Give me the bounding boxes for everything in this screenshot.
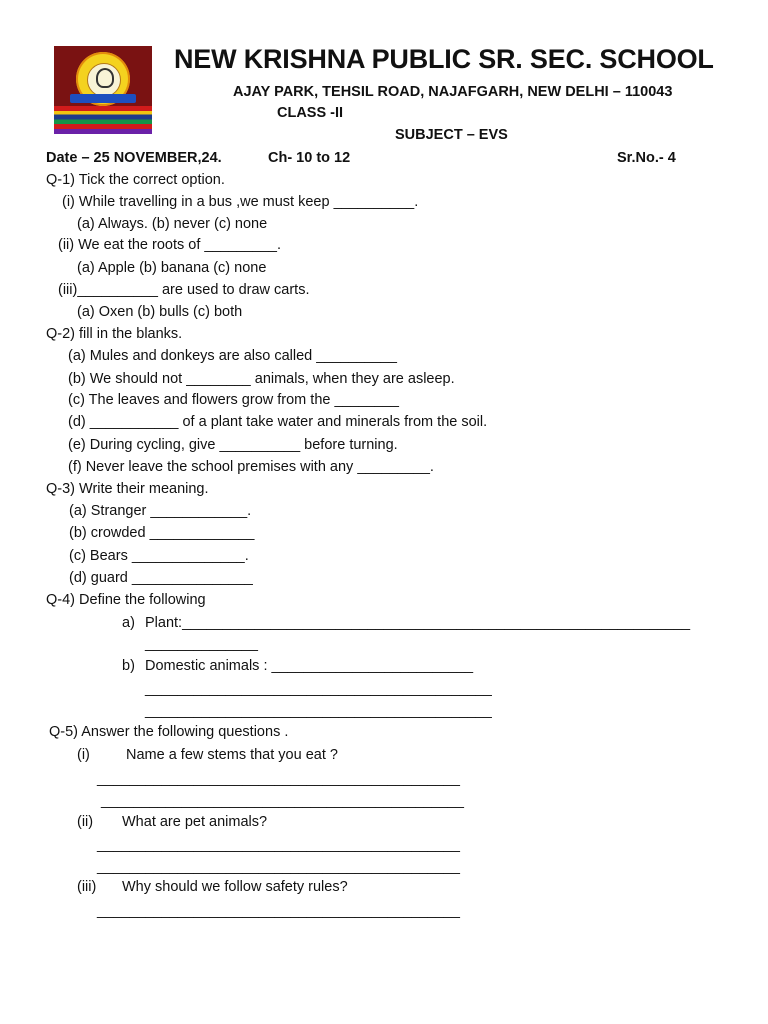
chapters: Ch- 10 to 12 bbox=[268, 150, 351, 166]
q1-i-options: (a) Always. (b) never (c) none bbox=[77, 216, 268, 232]
q5-i-answer-line: _____________________________________________ bbox=[97, 771, 460, 787]
q3-d: (d) guard _______________ bbox=[69, 570, 253, 586]
q1-ii-question: (ii) We eat the roots of _________. bbox=[58, 237, 282, 253]
logo-stripes bbox=[54, 106, 152, 134]
q2-c: (c) The leaves and flowers grow from the ________ bbox=[68, 392, 399, 408]
q1-heading: Q-1) Tick the correct option. bbox=[46, 172, 225, 188]
q2-d: (d) ___________ of a plant take water and minerals from the soil. bbox=[68, 414, 488, 430]
q4-a-label: a) bbox=[122, 615, 135, 631]
class-label: CLASS -II bbox=[277, 105, 344, 121]
q3-b: (b) crowded _____________ bbox=[69, 525, 255, 541]
q5-heading: Q-5) Answer the following questions . bbox=[49, 724, 289, 740]
q3-a: (a) Stranger ____________. bbox=[69, 503, 252, 519]
q5-i-question: Name a few stems that you eat ? bbox=[126, 747, 338, 763]
q1-i-question: (i) While travelling in a bus ,we must keep __________. bbox=[62, 194, 419, 210]
q5-ii-answer-line: _____________________________________________ bbox=[97, 837, 460, 853]
q1-iii-options: (a) Oxen (b) bulls (c) both bbox=[77, 304, 243, 320]
logo-ribbon bbox=[70, 94, 136, 103]
q2-f: (f) Never leave the school premises with any _________. bbox=[68, 459, 434, 475]
q3-heading: Q-3) Write their meaning. bbox=[46, 481, 209, 497]
q5-ii-number: (ii) bbox=[77, 814, 94, 830]
school-address: AJAY PARK, TEHSIL ROAD, NAJAFGARH, NEW DELHI – 110043 bbox=[233, 84, 673, 100]
q4-a-continuation: ______________ bbox=[145, 636, 258, 652]
q2-a: (a) Mules and donkeys are also called __________ bbox=[68, 348, 397, 364]
q2-b: (b) We should not ________ animals, when they are asleep. bbox=[68, 371, 455, 387]
school-name: NEW KRISHNA PUBLIC SR. SEC. SCHOOL bbox=[174, 44, 714, 74]
q2-heading: Q-2) fill in the blanks. bbox=[46, 326, 183, 342]
q5-iii-number: (iii) bbox=[77, 879, 97, 895]
q4-b-text: Domestic animals : _________________________ bbox=[145, 658, 474, 674]
q4-b-label: b) bbox=[122, 658, 135, 674]
q4-b-answer-line: ___________________________________________ bbox=[145, 703, 492, 719]
lamp-icon bbox=[96, 68, 114, 88]
school-logo bbox=[54, 46, 152, 134]
q1-ii-options: (a) Apple (b) banana (c) none bbox=[77, 260, 267, 276]
q4-b-answer-line: ___________________________________________ bbox=[145, 681, 492, 697]
q3-c: (c) Bears ______________. bbox=[69, 548, 249, 564]
q5-iii-question: Why should we follow safety rules? bbox=[122, 879, 348, 895]
q5-iii-answer-line: _____________________________________________ bbox=[97, 903, 460, 919]
exam-date: Date – 25 NOVEMBER,24. bbox=[46, 150, 222, 166]
serial-number: Sr.No.- 4 bbox=[617, 150, 676, 166]
subject-label: SUBJECT – EVS bbox=[395, 127, 508, 143]
q4-heading: Q-4) Define the following bbox=[46, 592, 206, 608]
q1-iii-question: (iii)__________ are used to draw carts. bbox=[58, 282, 310, 298]
q5-i-number: (i) bbox=[77, 747, 90, 763]
q2-e: (e) During cycling, give __________ before turning. bbox=[68, 437, 398, 453]
q5-ii-answer-line: _____________________________________________ bbox=[97, 859, 460, 875]
q4-a-text: Plant:_______________________________________________________________ bbox=[145, 615, 691, 631]
q5-i-answer-line: _____________________________________________ bbox=[101, 793, 464, 809]
q5-ii-question: What are pet animals? bbox=[122, 814, 268, 830]
